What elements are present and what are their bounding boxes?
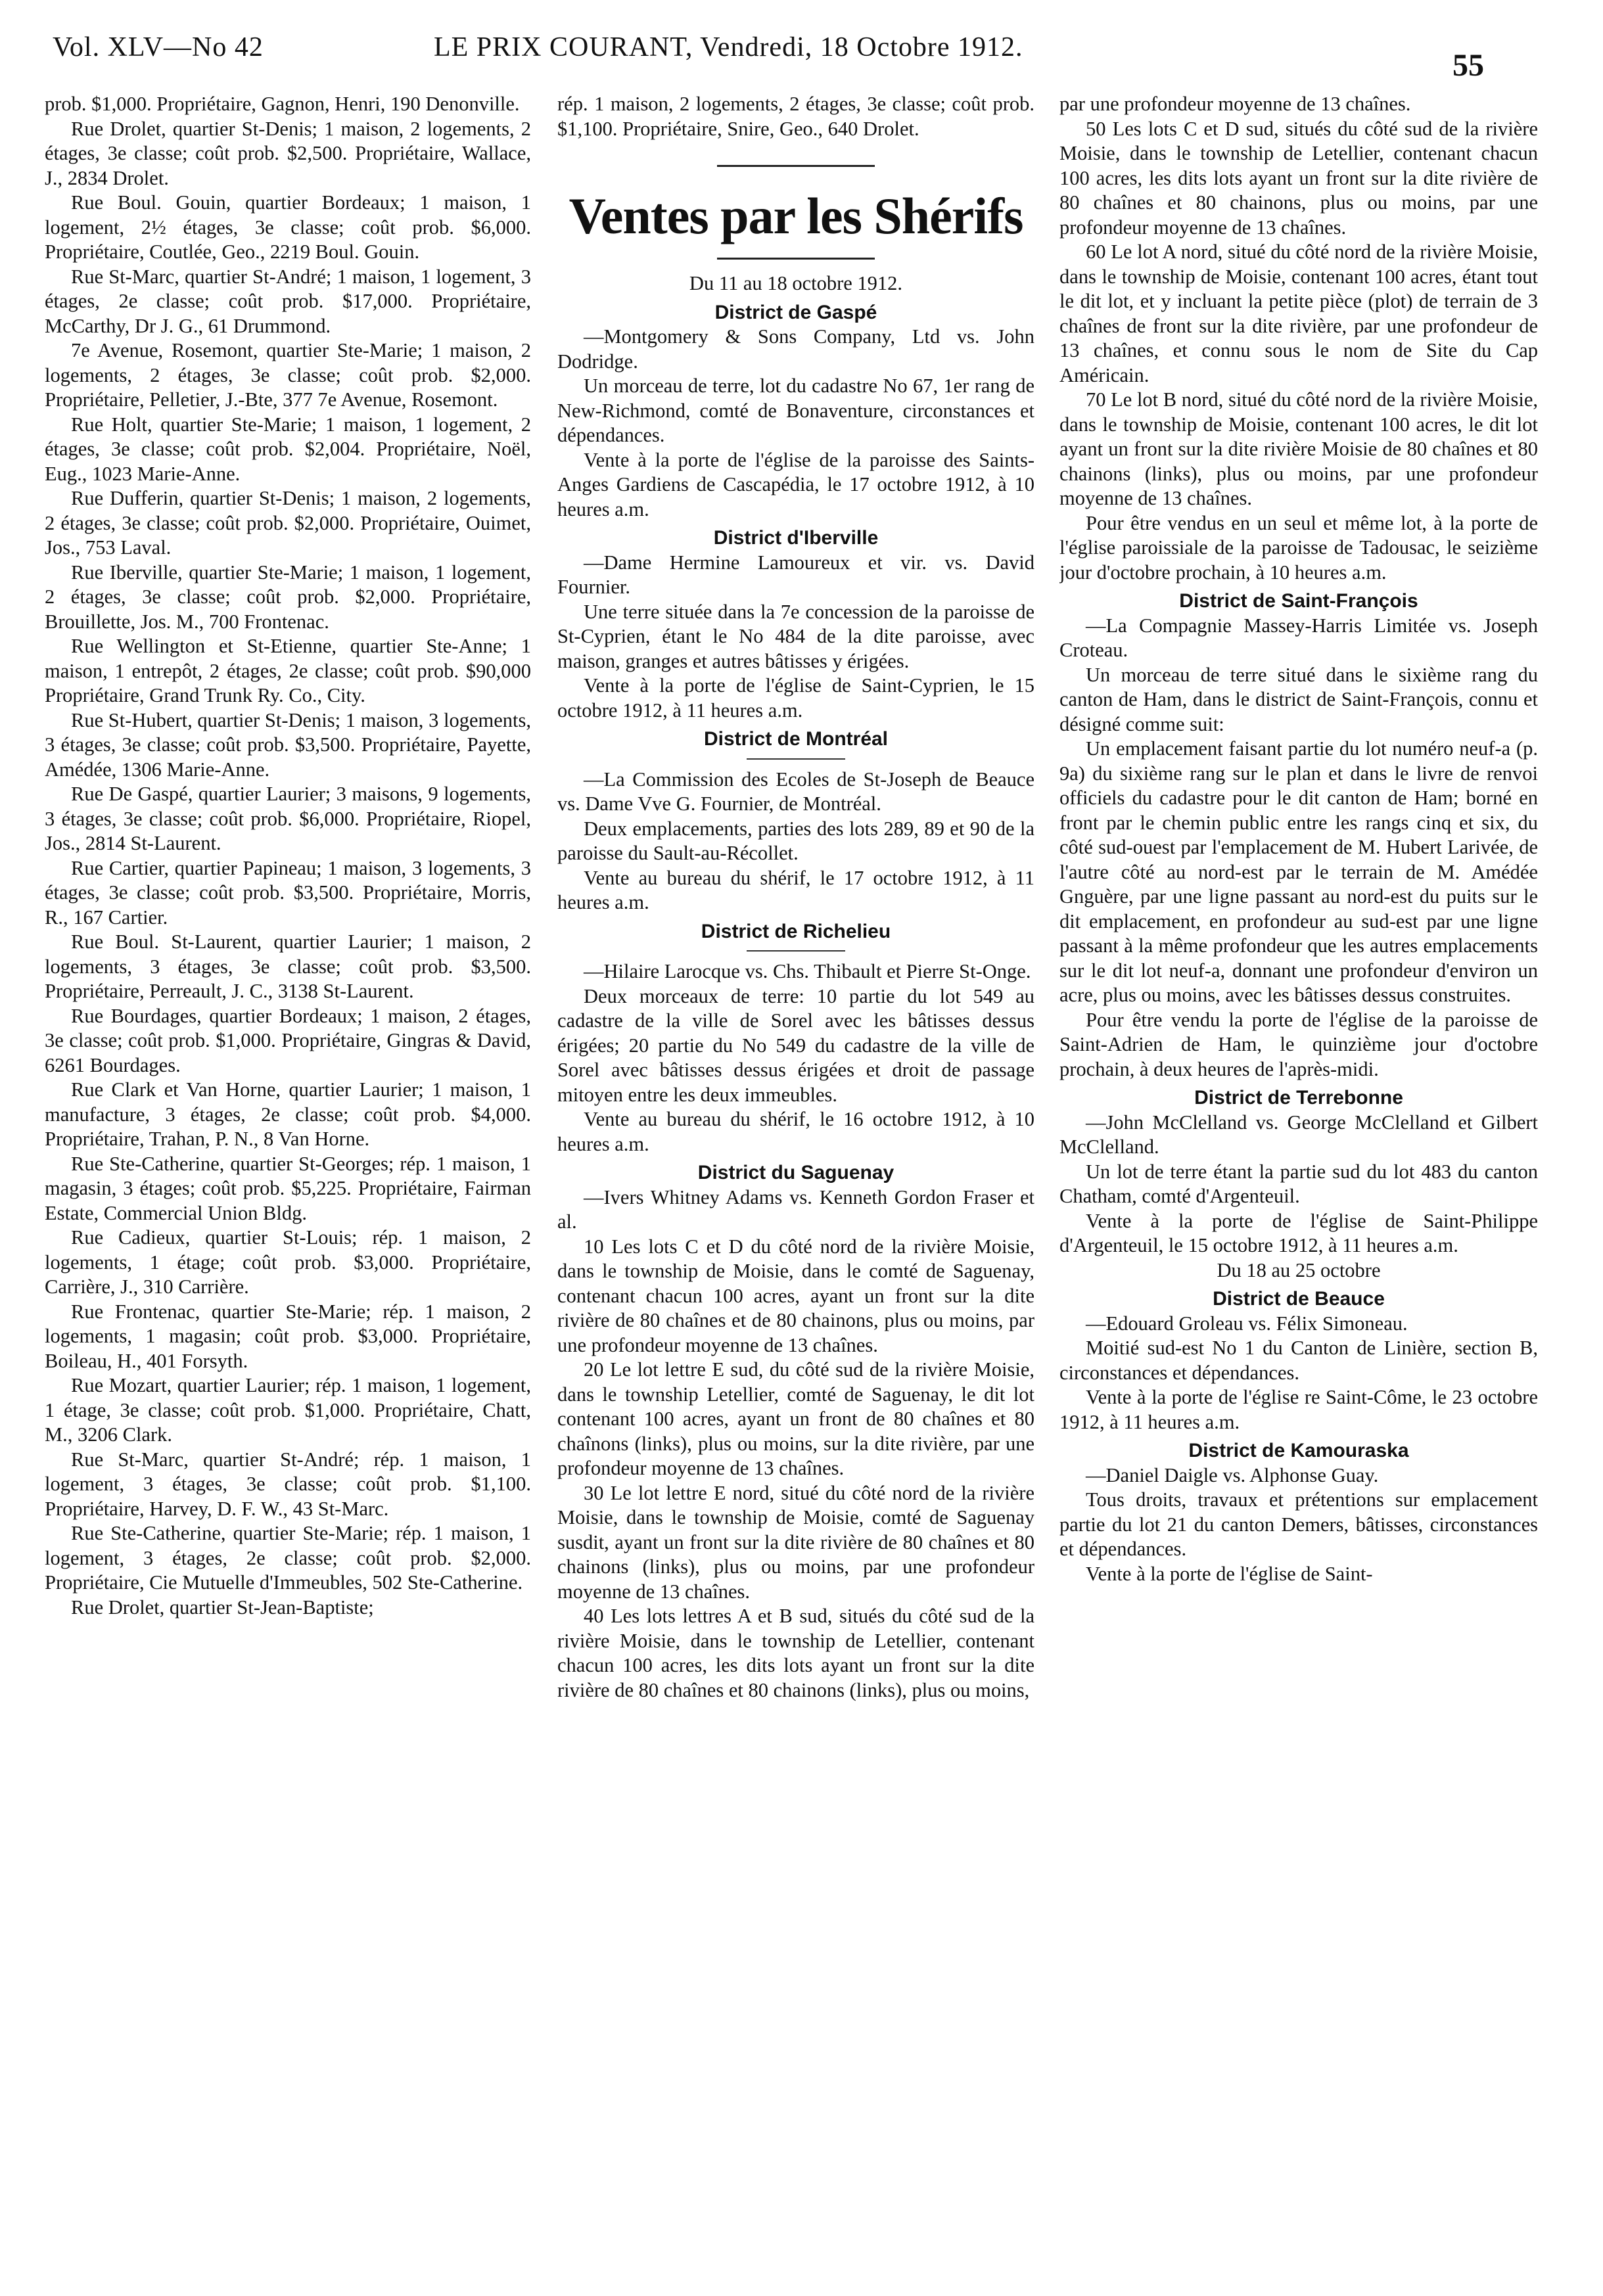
permit-entry: rép. 1 maison, 2 logements, 2 étages, 3e classe; coût prob. $1,100. Propriétaire, Snire, Geo., 640 Drolet. <box>557 93 1034 140</box>
sale-paragraph: Vente à la porte de l'église de Saint-Cyprien, le 15 octobre 1912, à 11 heures a.m. <box>557 674 1034 722</box>
sale-paragraph: Tous droits, travaux et prétentions sur emplacement partie du lot 21 du canton Demers, bâtisses, circonstances et dépendances. <box>1059 1488 1538 1560</box>
sale-paragraph: —Daniel Daigle vs. Alphonse Guay. <box>1086 1463 1379 1486</box>
sale-paragraph: 70 Le lot B nord, situé du côté nord de la rivière Moisie, dans le township de Moisie, contenant 100 acres, le dit lot ayant un front sur la dite rivière Moisie de 80 chaînes et 80 chainons (links), plus ou moins, par une profondeur moyenne de 13 chaînes. <box>1059 388 1538 509</box>
sale-paragraph: 20 Le lot lettre E sud, du côté sud de la rivière Moisie, dans le township Letellier, comté de Saguenay, le dit lot contenant 100 acres, ayant un front de 80 chaînes et 80 chaînons (links), plus ou moins, sur la dite rivière, par une profondeur moyenne de 13 chaînes. <box>557 1358 1034 1479</box>
sale-paragraph: Un emplacement faisant partie du lot numéro neuf-a (p. 9a) du sixième rang sur le plan et dans le livre de renvoi officiels du cadastre pour le dit canton de Ham; borné en front par le chemin public entre les rangs cinq et six, du côté sud-ouest par l'emplacement de M. Hubert Larivée, de l'autre côté au nord-est par le terrain de M. Amédée Gnguère, par une ligne passant au nord-est du puits sur le dit emplacement, en profondeur au sud-est par une ligne passant à la même profondeur que les autres emplacements sur le dit lot neuf-a, donnant une profondeur d'environ un acre, plus ou moins, avec les bâtisses dessus construites. <box>1059 737 1538 1006</box>
sale-paragraph: Moitié sud-est No 1 du Canton de Linière, section B, circonstances et dépendances. <box>1059 1337 1538 1384</box>
district-heading: District du Saguenay <box>697 1162 894 1183</box>
district-heading: District d'Iberville <box>713 527 879 549</box>
district-heading: District de Kamouraska <box>1188 1440 1409 1461</box>
publication-title: LE PRIX COURANT, Vendredi, 18 Octobre 1912. <box>434 32 1023 62</box>
sale-paragraph: Vente à la porte de l'église re Saint-Côme, le 23 octobre 1912, à 11 heures a.m. <box>1059 1386 1538 1433</box>
sale-paragraph: Une terre située dans la 7e concession de la paroisse de St-Cyprien, étant le No 484 de la dite paroisse, avec maison, granges et autres bâtisses y érigées. <box>557 600 1034 672</box>
sale-paragraph: Un morceau de terre situé dans le sixième rang du canton de Ham, dans le district de Saint-François, connu et désigné comme suit: <box>1059 663 1538 735</box>
dateline: Du 18 au 25 octobre <box>1217 1258 1381 1281</box>
page-number: 55 <box>1452 48 1484 83</box>
divider <box>747 758 845 760</box>
sale-paragraph: —La Compagnie Massey-Harris Limitée vs. Joseph Croteau. <box>1059 614 1538 661</box>
permit-entry: Rue Cadieux, quartier St-Louis; rép. 1 maison, 2 logements, 1 étage; coût prob. $3,000. Propriétaire, Carrière, J., 310 Carrière. <box>45 1226 531 1298</box>
district-heading: District de Saint-François <box>1179 590 1418 612</box>
sale-paragraph: Vente à la porte de l'église de Saint- <box>1086 1562 1373 1585</box>
permit-entry: Rue Holt, quartier Ste-Marie; 1 maison, 1 logement, 2 étages, 3e classe; coût prob. $2,004. Propriétaire, Noël, Eug., 1023 Marie-Anne. <box>45 413 531 485</box>
volume-number: Vol. XLV—No 42 <box>53 32 264 62</box>
sale-paragraph: 50 Les lots C et D sud, situés du côté sud de la rivière Moisie, dans le township de Letellier, contenant chacun 100 acres, les dits lots ayant un front sur la dite rivière de 80 chaînes et 80 chainons, plus ou moins, par une profondeur moyenne de 13 chaînes. <box>1059 117 1538 239</box>
permit-entry: Rue Bourdages, quartier Bordeaux; 1 maison, 2 étages, 3e classe; coût prob. $1,000. Propriétaire, Gingras & David, 6261 Bourdages. <box>45 1004 531 1076</box>
sale-paragraph: 10 Les lots C et D du côté nord de la rivière Moisie, dans le township de Moisie, dans le comté de Saguenay, contenant chacun 100 acres, ayant un front sur la dite rivière de 80 chaînes et de 80 chainons, plus ou moins, par une profondeur moyenne de 13 chaînes. <box>557 1235 1034 1356</box>
sale-paragraph: —Ivers Whitney Adams vs. Kenneth Gordon Fraser et al. <box>557 1185 1034 1233</box>
column-sheriff-sales <box>557 92 1034 2274</box>
district-heading: District de Beauce <box>1213 1288 1385 1310</box>
divider <box>747 950 845 952</box>
sale-paragraph: Deux emplacements, parties des lots 289, 89 et 90 de la paroisse du Sault-au-Récollet. <box>557 817 1034 864</box>
permit-entry: Rue Drolet, quartier St-Jean-Baptiste; <box>71 1596 374 1619</box>
permit-entry: Rue Clark et Van Horne, quartier Laurier; 1 maison, 1 manufacture, 3 étages, 2e classe; coût prob. $4,000. Propriétaire, Trahan, P. N., 8 Van Horne. <box>45 1078 531 1150</box>
sale-paragraph: Pour être vendu la porte de l'église de la paroisse de Saint-Adrien de Ham, le quinzième jour d'octobre prochain, à deux heures de l'après-midi. <box>1059 1008 1538 1080</box>
permit-entry: Rue St-Hubert, quartier St-Denis; 1 maison, 3 logements, 3 étages, 3e classe; coût prob. $3,500. Propriétaire, Payette, Amédée, 1306 Marie-Anne. <box>45 708 531 781</box>
permit-entry: prob. $1,000. Propriétaire, Gagnon, Henri, 190 Denonville. <box>45 93 520 115</box>
divider <box>717 165 875 167</box>
sale-paragraph: 30 Le lot lettre E nord, situé du côté nord de la rivière Moisie, dans le township de Moisie, comté de Saguenay susdit, ayant un front sur la dite rivière de 80 chaînes et 80 chainons (links), plus ou moins, par une profondeur moyenne de 13 chaînes. <box>557 1481 1034 1603</box>
sale-paragraph: —Hilaire Larocque vs. Chs. Thibault et Pierre St-Onge. <box>584 960 1031 982</box>
section-headline: Ventes par les Shérifs <box>569 187 1023 244</box>
permit-entry: Rue Wellington et St-Etienne, quartier Ste-Anne; 1 maison, 1 entrepôt, 2 étages, 2e classe; coût prob. $90,000 Propriétaire, Grand Trunk Ry. Co., City. <box>45 635 531 706</box>
permit-entry: 7e Avenue, Rosemont, quartier Ste-Marie; 1 maison, 2 logements, 2 étages, 3e classe; coût prob. $2,000. Propriétaire, Pelletier, J.-Bte, 377 7e Avenue, Rosemont. <box>45 339 531 411</box>
sale-paragraph: Un morceau de terre, lot du cadastre No 67, 1er rang de New-Richmond, comté de Bonaventure, circonstances et dépendances. <box>557 375 1034 446</box>
permit-entry: Rue Frontenac, quartier Ste-Marie; rép. 1 maison, 2 logements, 1 magasin; coût prob. $3,000. Propriétaire, Boileau, H., 401 Forsyth. <box>45 1300 531 1372</box>
divider <box>717 258 875 260</box>
sale-paragraph: par une profondeur moyenne de 13 chaînes. <box>1059 93 1411 115</box>
sale-paragraph: Vente au bureau du shérif, le 17 octobre 1912, à 11 heures a.m. <box>557 866 1034 913</box>
sale-paragraph: Vente à la porte de l'église de Saint-Philippe d'Argenteuil, le 15 octobre 1912, à 11 heures a.m. <box>1059 1209 1538 1256</box>
permit-entry: Rue Drolet, quartier St-Denis; 1 maison, 2 logements, 2 étages, 3e classe; coût prob. $2,500. Propriétaire, Wallace, J., 2834 Drolet. <box>45 117 531 189</box>
sale-paragraph: Vente à la porte de l'église de la paroisse des Saints-Anges Gardiens de Cascapédia, le 17 octobre 1912, à 10 heures a.m. <box>557 448 1034 520</box>
sale-paragraph: 60 Le lot A nord, situé du côté nord de la rivière Moisie, dans le township de Moisie, contenant 100 acres, étant tout le dit lot, et y incluant la petite pièce (plot) de terrain de 3 chaînes de front sur la dite rivière, par une profondeur de 13 chaînes, et connu sous le nom de Site du Cap Américain. <box>1059 241 1538 386</box>
permit-entry: Rue Iberville, quartier Ste-Marie; 1 maison, 1 logement, 2 étages, 3e classe; coût prob. $2,000. Propriétaire, Brouillette, Jos. M., 700 Frontenac. <box>45 561 531 633</box>
permit-entry: Rue Boul. Gouin, quartier Bordeaux; 1 maison, 1 logement, 2½ étages, 3e classe; coût prob. $6,000. Propriétaire, Coutlée, Geo., 2219 Boul. Gouin. <box>45 191 531 263</box>
permit-entry: Rue Ste-Catherine, quartier Ste-Marie; rép. 1 maison, 1 logement, 3 étages, 2e classe; coût prob. $2,000. Propriétaire, Cie Mutuelle d'Immeubles, 502 Ste-Catherine. <box>45 1522 531 1594</box>
sale-paragraph: —John McClelland vs. George McClelland et Gilbert McClelland. <box>1059 1111 1538 1158</box>
sale-paragraph: —Edouard Groleau vs. Félix Simoneau. <box>1086 1312 1408 1335</box>
permit-entry: Rue St-Marc, quartier St-André; 1 maison, 1 logement, 3 étages, 2e classe; coût prob. $17,000. Propriétaire, McCarthy, Dr J. G., 61 Drummond. <box>45 265 531 337</box>
sale-paragraph: —La Commission des Ecoles de St-Joseph de Beauce vs. Dame Vve G. Fournier, de Montréal. <box>557 768 1034 815</box>
column-building-permits <box>45 92 531 2274</box>
permit-entry: Rue St-Marc, quartier St-André; rép. 1 maison, 1 logement, 3 étages, 3e classe; coût prob. $1,100. Propriétaire, Harvey, D. F. W., 43 St-Marc. <box>45 1448 531 1520</box>
sale-paragraph: Un lot de terre étant la partie sud du lot 483 du canton Chatham, comté d'Argenteuil. <box>1059 1160 1538 1207</box>
permit-entry: Rue Dufferin, quartier St-Denis; 1 maison, 2 logements, 2 étages, 3e classe; coût prob. $2,000. Propriétaire, Ouimet, Jos., 753 Laval. <box>45 487 531 559</box>
permit-entry: Rue Cartier, quartier Papineau; 1 maison, 3 logements, 3 étages, 3e classe; coût prob. $3,500. Propriétaire, Morris, R., 167 Cartier. <box>45 856 531 929</box>
sale-paragraph: 40 Les lots lettres A et B sud, situés du côté sud de la rivière Moisie, dans le township de Letellier, contenant chacun 100 acres, les dits lots ayant un front sur la dite rivière de 80 chaînes et 80 chainons (links), plus ou moins, <box>557 1605 1034 1701</box>
permit-entry: Rue Ste-Catherine, quartier St-Georges; rép. 1 maison, 1 magasin, 3 étages; coût prob. $5,225. Propriétaire, Fairman Estate, Commercial Union Bldg. <box>45 1152 531 1224</box>
district-heading: District de Terrebonne <box>1194 1087 1403 1109</box>
permit-entry: Rue Mozart, quartier Laurier; rép. 1 maison, 1 logement, 1 étage, 3e classe; coût prob. $1,000. Propriétaire, Chatt, M., 3206 Clark. <box>45 1374 531 1446</box>
column-sheriff-sales-continued <box>1059 92 1538 2274</box>
sale-paragraph: Deux morceaux de terre: 10 partie du lot 549 au cadastre de la ville de Sorel avec les bâtisses dessus érigées; 20 partie du No 549 du cadastre de la ville de Sorel avec bâtisses dessus érigées et droit de passage mitoyen entre les deux immeubles. <box>557 984 1034 1106</box>
permit-entry: Rue De Gaspé, quartier Laurier; 3 maisons, 9 logements, 3 étages, 3e classe; coût prob. $6,000. Propriétaire, Riopel, Jos., 2814 St-Laurent. <box>45 783 531 854</box>
district-heading: District de Gaspé <box>714 301 877 323</box>
permit-entry: Rue Boul. St-Laurent, quartier Laurier; 1 maison, 2 logements, 3 étages, 3e classe; coût prob. $3,500. Propriétaire, Perreault, J. C., 3138 St-Laurent. <box>45 930 531 1002</box>
sale-paragraph: —Dame Hermine Lamoureux et vir. vs. David Fournier. <box>557 551 1034 598</box>
dateline: Du 11 au 18 octobre 1912. <box>689 272 903 294</box>
district-heading: District de Richelieu <box>701 920 891 942</box>
sale-paragraph: —Montgomery & Sons Company, Ltd vs. John Dodridge. <box>557 325 1034 373</box>
district-heading: District de Montréal <box>703 728 889 750</box>
sale-paragraph: Pour être vendus en un seul et même lot, à la porte de l'église paroissiale de la paroisse de Tadousac, le seizième jour d'octobre prochain, à 10 heures a.m. <box>1059 511 1538 584</box>
sale-paragraph: Vente au bureau du shérif, le 16 octobre 1912, à 10 heures a.m. <box>557 1108 1034 1155</box>
